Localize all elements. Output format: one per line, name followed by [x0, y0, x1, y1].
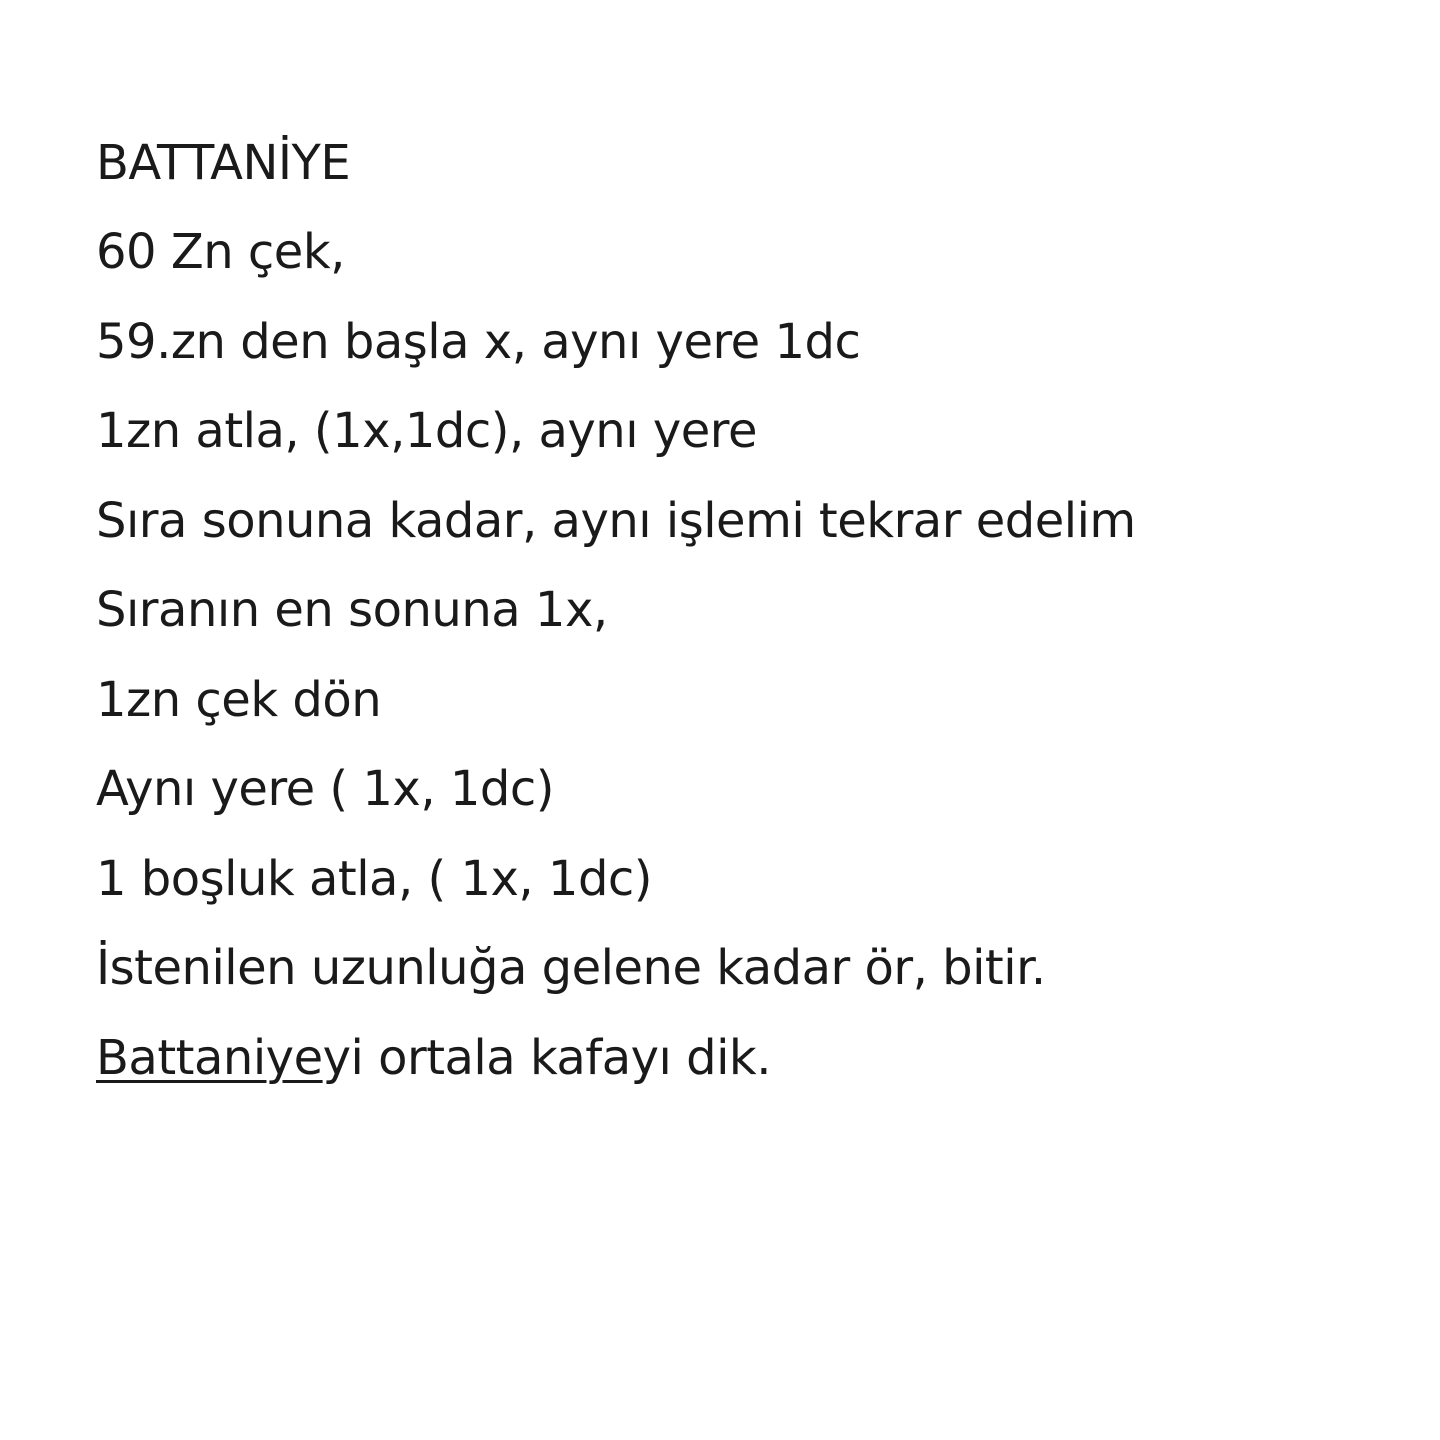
- note-line: Sıranın en sonuna 1x,: [96, 582, 608, 638]
- note-line: İstenilen uzunluğa gelene kadar ör, bitir.: [96, 940, 1046, 996]
- note-last-line-rest: yi ortala kafayı dik.: [322, 1029, 771, 1086]
- note-title: BATTANİYE: [96, 135, 351, 191]
- note-line: Aynı yere ( 1x, 1dc): [96, 761, 554, 817]
- note-line: 1zn çek dön: [96, 671, 382, 728]
- note-line: 1 boşluk atla, ( 1x, 1dc): [96, 850, 653, 907]
- note-line: 60 Zn çek,: [96, 224, 345, 280]
- note-line: 59.zn den başla x, aynı yere 1dc: [96, 313, 861, 370]
- note-line: 1zn atla, (1x,1dc), aynı yere: [96, 403, 757, 459]
- note-line: Sıra sonuna kadar, aynı işlemi tekrar edelim: [96, 492, 1136, 549]
- underlined-word[interactable]: Battaniye: [96, 1029, 323, 1086]
- note-last-line: [96, 1014, 1376, 1104]
- note-body: [96, 118, 1376, 1103]
